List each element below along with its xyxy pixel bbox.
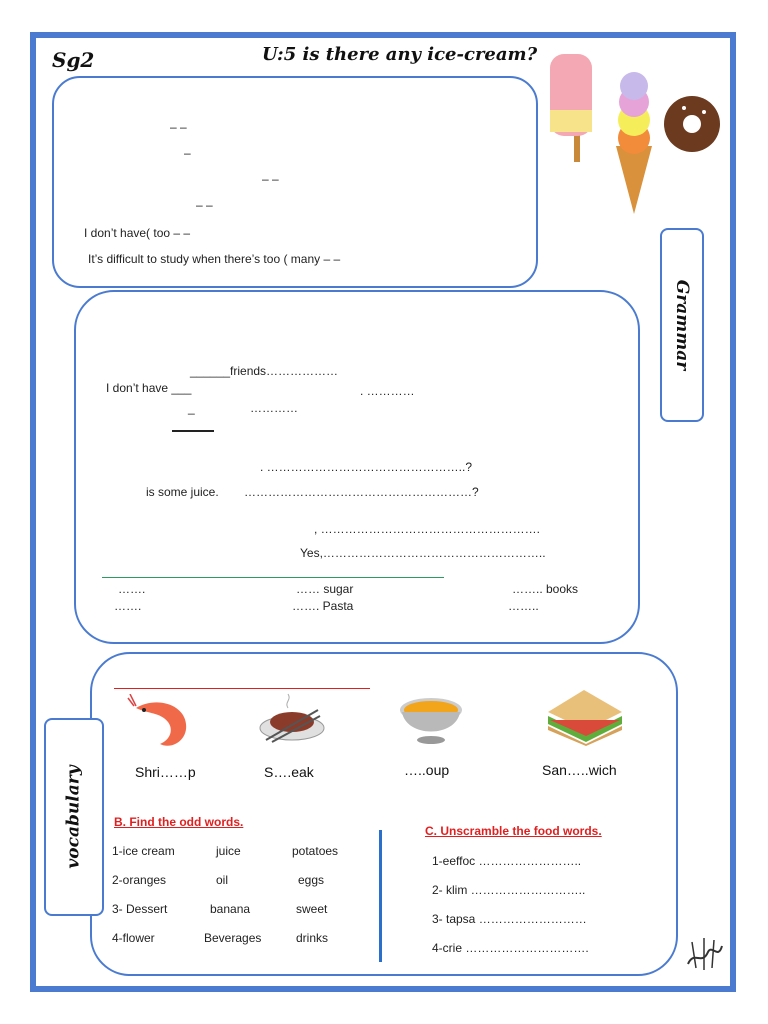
odd-word: banana [210,902,251,916]
popsicle-icon [550,54,592,162]
odd-word: juice [216,844,241,858]
word-cell: …… sugar [296,582,354,596]
vocab-caption: Shri……p [135,764,196,780]
notes-line: – – [196,198,213,212]
shrimp-icon [126,694,196,752]
question-line: …………………………………………………? [244,485,479,499]
soup-icon [398,690,464,748]
notes-line: – [184,146,191,160]
sandwich-icon [542,686,626,746]
notes-line: – – [262,172,279,186]
word-cell: …….. [508,599,539,613]
calligraphy-logo [682,930,726,974]
steak-icon [258,688,328,746]
unscramble-item: 1-eeffoc …………………….. [432,854,582,868]
green-divider [102,577,444,578]
word-cell: ……. Pasta [292,599,354,613]
word-cell: ……. [118,582,146,596]
odd-word: eggs [298,873,325,887]
vocab-caption: San…..wich [542,762,617,778]
odd-word: oil [216,873,229,887]
odd-word: 3- Dessert [112,902,168,916]
unscramble-item: 4-crie …………………………. [432,941,589,955]
red-divider [114,688,370,689]
vocab-caption: S….eak [264,764,314,780]
dots-line: ………… [250,401,298,415]
friends-line: ______friends……………… [190,364,339,378]
notes-line: I don’t have( too – – [84,226,191,240]
unscramble-title: C. Unscramble the food words. [425,824,602,838]
dash-line: _ [188,401,195,415]
ice-cream-illustration [544,50,724,220]
odd-words-title: B. Find the odd words. [114,815,244,829]
some-juice-text: is some juice. [146,485,219,499]
odd-word: drinks [296,931,329,945]
vocabulary-label: vocabulary [44,718,104,916]
word-cell: ……. [114,599,142,613]
word-cell: …….. books [512,582,579,596]
notes-line: It’s difficult to study when there’s too ( many – – [88,252,341,266]
odd-word: 2-oranges [112,873,167,887]
answer-line: , ………………………………………………. [314,522,541,536]
grammar-label: Grammar [660,228,704,422]
column-divider [379,830,382,962]
section-code: Sg2 [52,48,95,72]
answer-blank[interactable] [172,430,214,432]
dots-line: . ………… [360,384,415,398]
odd-word: 4-flower [112,931,155,945]
unscramble-item: 3- tapsa ……………………… [432,912,587,926]
donut-icon [664,96,720,152]
vocab-caption: …..oup [404,762,450,778]
answer-line: Yes,……………………………………………….. [300,546,546,560]
odd-word: sweet [296,902,328,916]
odd-word: Beverages [204,931,262,945]
ice-cream-cone-icon [616,72,652,214]
dont-have-line: I don’t have ___ [106,381,192,395]
odd-word: potatoes [292,844,339,858]
page-title: U:5 is there any ice-cream? [262,44,538,65]
notes-line: – – [170,120,187,134]
question-line: . …………………………………………..? [260,460,473,474]
odd-word: 1-ice cream [112,844,175,858]
unscramble-item: 2- klim ……………………….. [432,883,586,897]
